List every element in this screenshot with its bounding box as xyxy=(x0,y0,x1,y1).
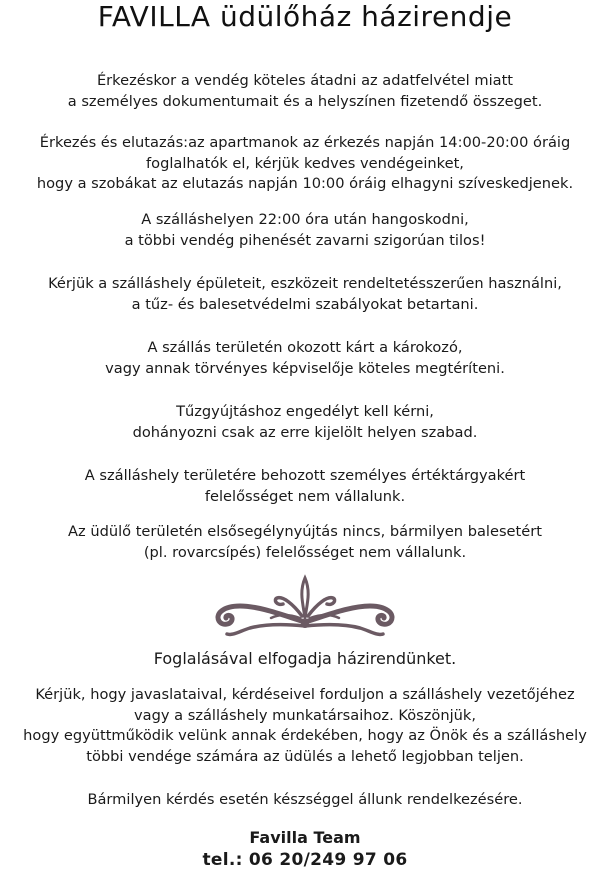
ornament-divider-icon xyxy=(205,574,405,640)
page-title: FAVILLA üdülőház házirendje xyxy=(97,0,513,33)
text-line: vagy annak törvényes képviselője köteles megtéríteni. xyxy=(105,359,505,377)
text-line: Az üdülő területén elsősegélynyújtás nincs, bármilyen balesetért xyxy=(68,523,542,540)
rule-valuables xyxy=(0,466,610,507)
text-line: Érkezéskor a vendég köteles átadni az adatfelvétel miatt xyxy=(96,72,514,89)
text-line: foglalhatók el, kérjük kedves vendégeinket, xyxy=(146,154,464,172)
text-line: Érkezés és elutazás:az apartmanok az érkezés napján 14:00-20:00 óráig xyxy=(39,134,571,151)
ornament-center-dot xyxy=(301,620,309,628)
text-line: többi vendége számára az üdülés a lehető legjobban teljen. xyxy=(86,747,524,765)
text-line: A szálláshely területére behozott személyes értéktárgyakért xyxy=(84,467,526,484)
text-line: a többi vendég pihenését zavarni szigorúan tilos! xyxy=(124,231,486,249)
rule-fire-smoking xyxy=(0,402,610,443)
closing-request xyxy=(0,685,610,767)
rule-arrival-departure xyxy=(0,133,610,195)
text-line: Bármilyen kérdés esetén készséggel állunk rendelkezésére. xyxy=(87,791,523,808)
text-line: A szálláshelyen 22:00 óra után hangoskodni, xyxy=(141,211,469,228)
text-line: a személyes dokumentumait és a helyszínen fizetendő összeget. xyxy=(67,92,543,110)
text-line: felelősséget nem vállalunk. xyxy=(204,487,406,505)
text-line: hogy együttműködik velünk annak érdekében, hogy az Önök és a szálláshely xyxy=(23,727,587,744)
rule-damages xyxy=(0,338,610,379)
rule-quiet-hours xyxy=(0,210,610,251)
text-line: vagy a szálláshely munkatársaihoz. Köszönjük, xyxy=(134,706,476,724)
rule-documents xyxy=(0,71,610,112)
text-line: dohányozni csak az erre kijelölt helyen szabad. xyxy=(132,423,478,441)
text-line: a tűz- és balesetvédelmi szabályokat betartani. xyxy=(131,295,479,313)
rule-first-aid xyxy=(0,522,610,563)
text-line: hogy a szobákat az elutazás napján 10:00 óráig elhagyni szíveskedjenek. xyxy=(36,175,574,192)
text-line: Kérjük a szálláshely épületeit, eszközeit rendeltetésszerűen használni, xyxy=(48,275,562,292)
text-line: Kérjük, hogy javaslataival, kérdéseivel forduljon a szálláshely vezetőjéhez xyxy=(35,686,575,703)
text-line: Tűzgyújtáshoz engedélyt kell kérni, xyxy=(176,403,434,420)
text-line: A szállás területén okozott kárt a károkozó, xyxy=(147,339,463,356)
phone-number: tel.: 06 20/249 97 06 xyxy=(202,850,408,870)
team-signature: Favilla Team xyxy=(249,828,361,847)
acceptance-note: Foglalásával elfogadja házirendünket. xyxy=(153,649,457,668)
rule-proper-use xyxy=(0,274,610,315)
questions-note xyxy=(0,790,610,811)
text-line: (pl. rovarcsípés) felelősséget nem vállalunk. xyxy=(143,543,467,561)
